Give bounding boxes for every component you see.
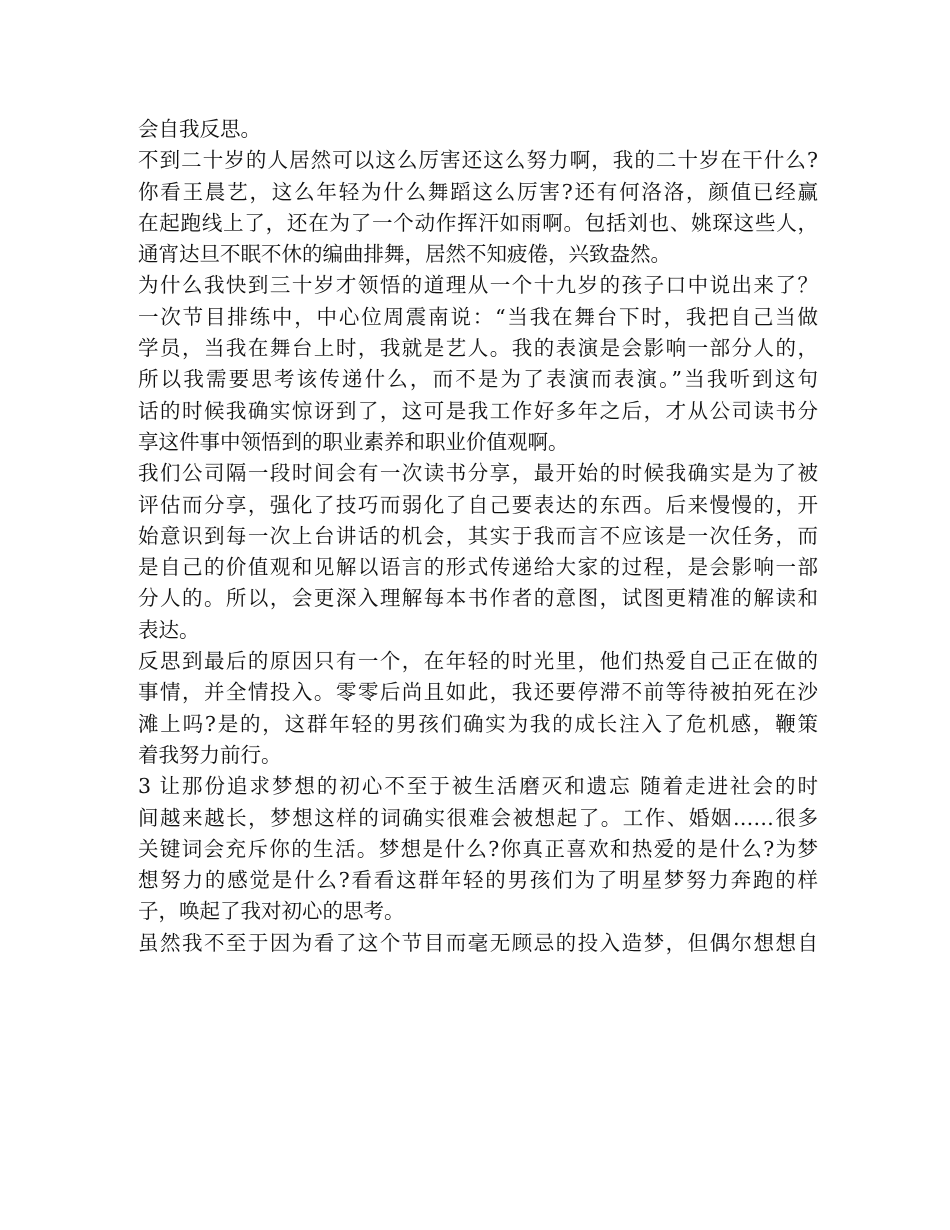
text-line: 为什么我快到三十岁才领悟的道理从一个十九岁的孩子口中说出来了？ <box>138 273 818 298</box>
text-line: 所以我需要思考该传递什么，而不是为了表演而表演。”当我听到这句 <box>138 367 818 392</box>
text-line: 会自我反思。 <box>138 117 261 141</box>
text-line: 话的时候我确实惊讶到了，这可是我工作好多年之后，才从公司读书分 <box>138 398 818 423</box>
text-line: 你看王晨艺，这么年轻为什么舞蹈这么厉害?还有何洛洛，颜值已经赢 <box>138 179 818 204</box>
text-line: 在起跑线上了，还在为了一个动作挥汗如雨啊。包括刘也、姚琛这些人， <box>138 210 818 235</box>
text-line: 始意识到每一次上台讲话的机会，其实于我而言不应该是一次任务，而 <box>138 523 818 548</box>
text-line: 3 让那份追求梦想的初心不至于被生活磨灭和遗忘 随着走进社会的时 <box>138 774 818 799</box>
text-line: 是自己的价值观和见解以语言的形式传递给大家的过程，是会影响一部 <box>138 555 818 580</box>
text-line: 分人的。所以，会更深入理解每本书作者的意图，试图更精准的解读和 <box>138 586 818 611</box>
text-line: 事情，并全情投入。零零后尚且如此，我还要停滞不前等待被拍死在沙 <box>138 680 818 705</box>
text-line: 关键词会充斥你的生活。梦想是什么?你真正喜欢和热爱的是什么?为梦 <box>138 836 818 861</box>
text-line: 虽然我不至于因为看了这个节目而毫无顾忌的投入造梦，但偶尔想想自 <box>138 930 818 955</box>
text-line: 一次节目排练中，中心位周震南说：“当我在舞台下时，我把自己当做 <box>138 304 818 329</box>
text-line: 子，唤起了我对初心的思考。 <box>138 899 405 924</box>
text-line: 不到二十岁的人居然可以这么厉害还这么努力啊，我的二十岁在干什么? <box>138 148 818 173</box>
text-line: 反思到最后的原因只有一个，在年轻的时光里，他们热爱自己正在做的 <box>138 649 818 674</box>
body-text <box>138 114 818 959</box>
text-line: 滩上吗?是的，这群年轻的男孩们确实为我的成长注入了危机感，鞭策 <box>138 711 818 736</box>
text-line: 表达。 <box>138 617 200 642</box>
text-line: 享这件事中领悟到的职业素养和职业价值观啊。 <box>138 429 569 454</box>
text-line: 想努力的感觉是什么?看看这群年轻的男孩们为了明星梦努力奔跑的样 <box>138 868 818 893</box>
text-line: 通宵达旦不眠不休的编曲排舞，居然不知疲倦，兴致盎然。 <box>138 242 671 267</box>
text-line: 我们公司隔一段时间会有一次读书分享，最开始的时候我确实是为了被 <box>138 461 818 486</box>
text-line: 评估而分享，强化了技巧而弱化了自己要表达的东西。后来慢慢的，开 <box>138 492 818 517</box>
text-line: 学员，当我在舞台上时，我就是艺人。我的表演是会影响一部分人的， <box>138 336 818 361</box>
text-line: 着我努力前行。 <box>138 742 282 767</box>
text-line: 间越来越长，梦想这样的词确实很难会被想起了。工作、婚姻……很多 <box>138 805 818 830</box>
